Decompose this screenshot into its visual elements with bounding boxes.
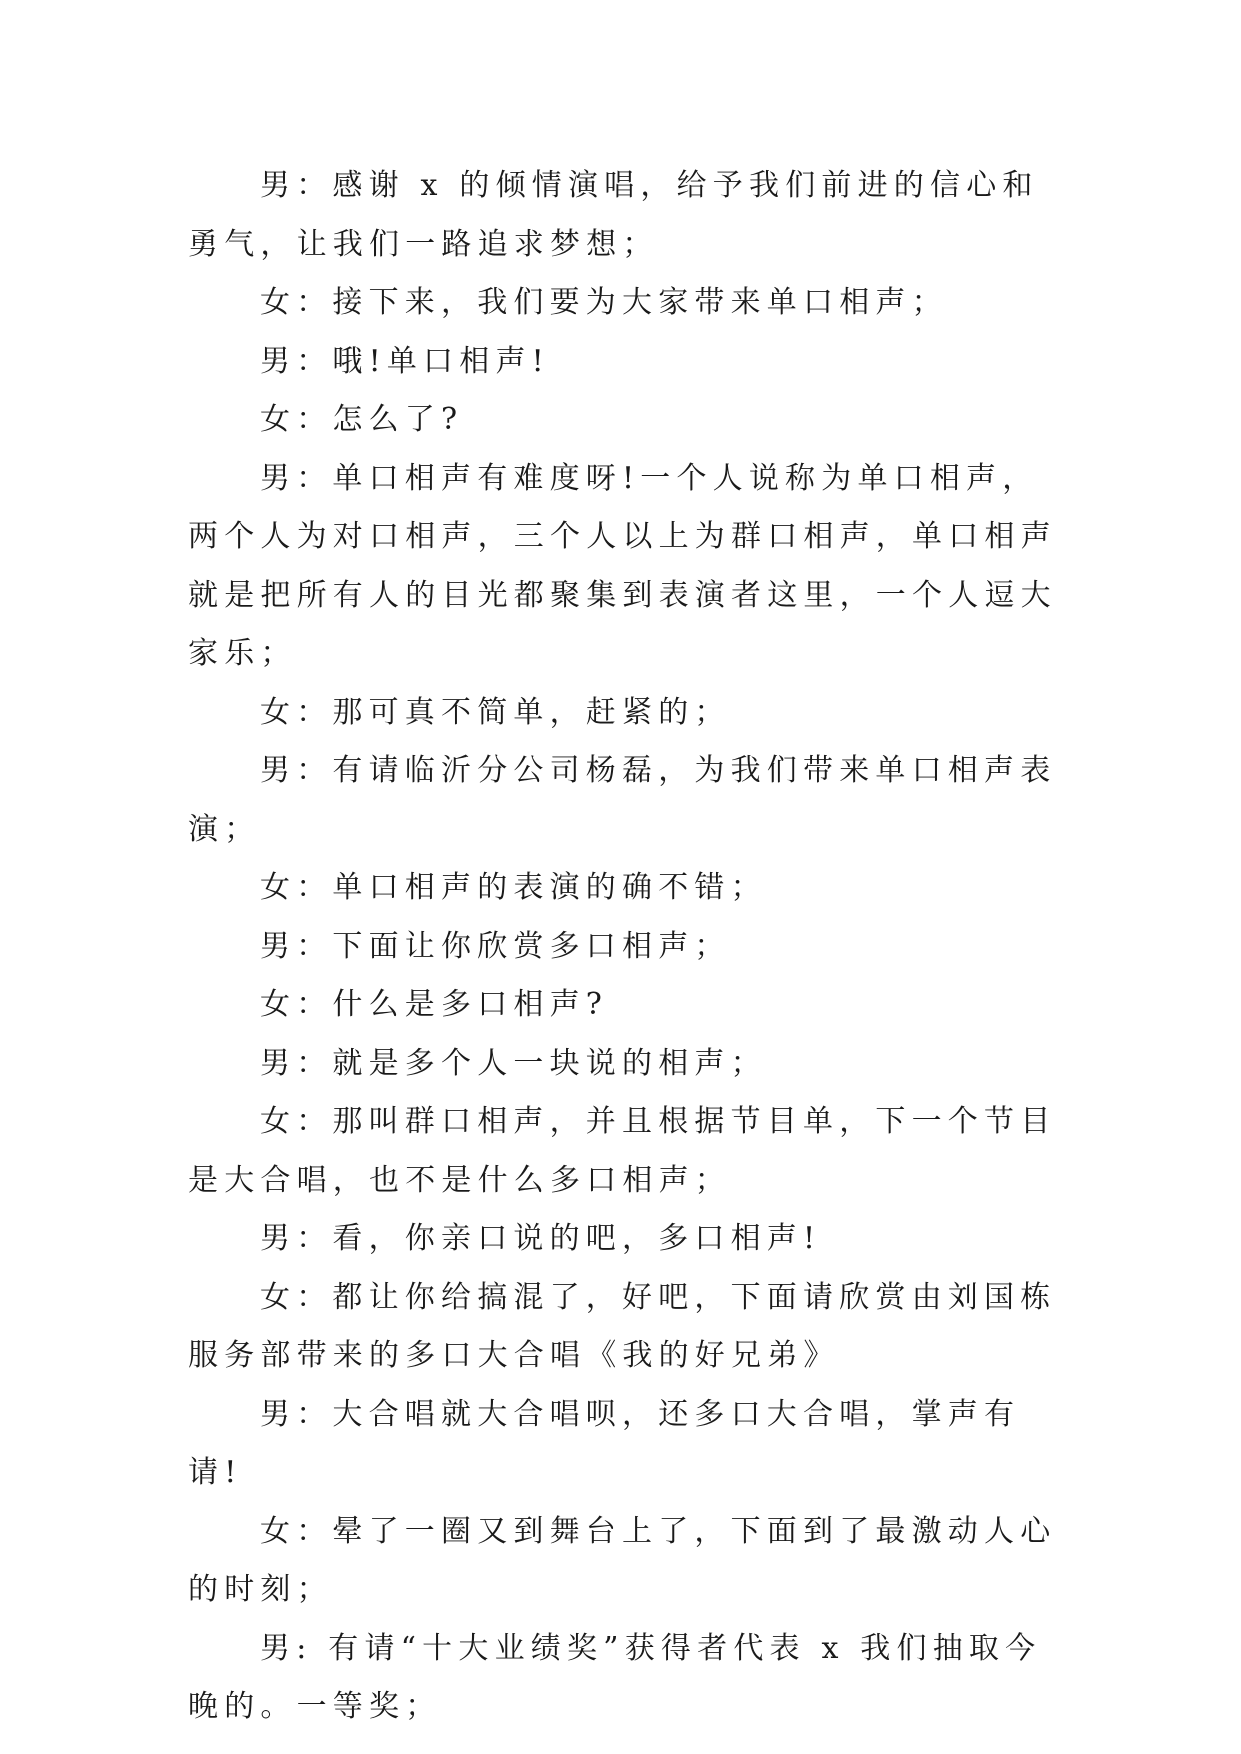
paragraph: 男：有请临沂分公司杨磊，为我们带来单口相声表演；: [188, 753, 1057, 847]
document-body: [188, 157, 1068, 1737]
paragraph: 男：就是多个人一块说的相声；: [260, 1045, 767, 1081]
paragraph: 男：下面让你欣赏多口相声；: [260, 928, 731, 964]
paragraph: 女：单口相声的表演的确不错；: [260, 870, 767, 905]
paragraph: 女：那可真不简单，赶紧的；: [260, 694, 731, 730]
paragraph: 男：感谢 x 的倾情演唱，给予我们前进的信心和勇气，让我们一路追求梦想；: [188, 168, 1039, 262]
paragraph: 女：什么是多口相声?: [260, 987, 609, 1022]
paragraph: 女：都让你给搞混了，好吧，下面请欣赏由刘国栋服务部带来的多口大合唱《我的好兄弟》: [188, 1279, 1057, 1373]
paragraph: 男：看，你亲口说的吧，多口相声!: [260, 1221, 822, 1256]
paragraph: 女：晕了一圈又到舞台上了，下面到了最激动人心的时刻；: [188, 1513, 1057, 1607]
paragraph: 男：单口相声有难度呀!一个人说称为单口相声，两个人为对口相声，三个人以上为群口相声，单口相声就是把所有人的目光都聚集到表演者这里，一个人逗大家乐；: [188, 460, 1057, 671]
paragraph: 女：那叫群口相声，并且根据节目单，下一个节目是大合唱，也不是什么多口相声；: [188, 1104, 1057, 1198]
paragraph: 男: 有请“十大业绩奖”获得者代表 x 我们抽取今晚的。一等奖；: [188, 1630, 1042, 1724]
paragraph: 男：大合唱就大合唱呗，还多口大合唱，掌声有请!: [188, 1396, 1021, 1490]
paragraph: 男：哦!单口相声!: [260, 343, 550, 379]
paragraph: 女：接下来，我们要为大家带来单口相声；: [260, 285, 948, 320]
paragraph: 女：怎么了?: [260, 402, 464, 437]
